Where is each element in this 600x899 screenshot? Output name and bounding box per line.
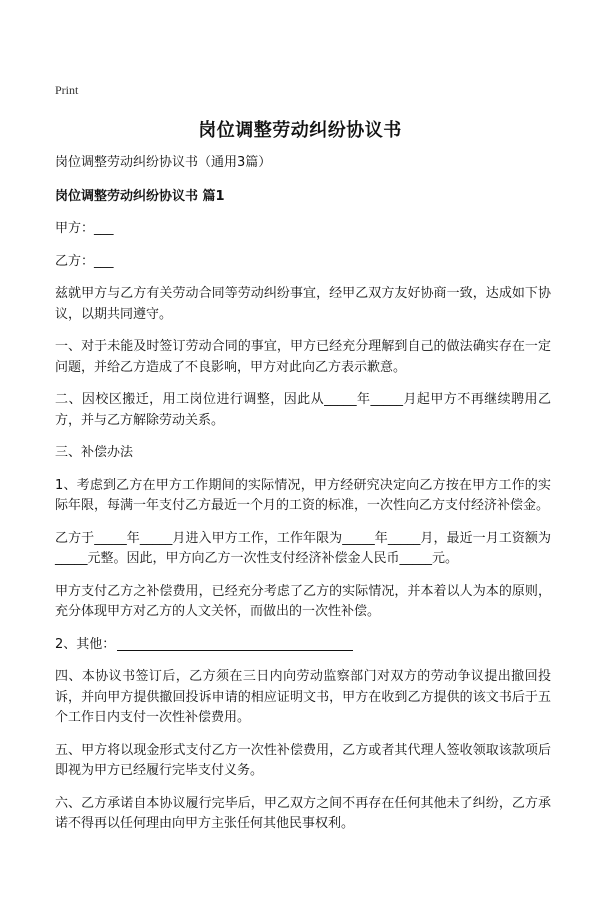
other-blank-line [117, 636, 353, 651]
document-subtitle: 岗位调整劳动纠纷协议书（通用3篇） [55, 155, 272, 170]
print-label[interactable]: Print [55, 83, 79, 97]
section-title: 岗位调整劳动纠纷协议书 篇1 [55, 189, 225, 204]
paragraph-clause-6: 六、乙方承诺自本协议履行完毕后，甲乙双方之间不再存在任何其他未了纠纷，乙方承诺不得再以任何理由向甲方主张任何其他民事权利。 [55, 795, 551, 831]
paragraph-clause-1: 一、对于未能及时签订劳动合同的事宜，甲方已经充分理解到自己的做法确实存在一定问题，并给乙方造成了不良影响，甲方对此向乙方表示歉意。 [55, 339, 551, 375]
other-label: 2、其他： [55, 636, 116, 652]
paragraph-clause-2: 二、因校区搬迁，用工岗位进行调整，因此从_____年_____月起甲方不再继续聘用乙方，并与乙方解除劳动关系。 [55, 392, 551, 428]
paragraph-clause-4: 四、本协议书签订后，乙方须在三日内向劳动监察部门对双方的劳动争议提出撤回投诉，并向甲方提供撤回投诉申请的相应证明文书，甲方在收到乙方提供的该文书后于五个工作日内支付一次性补偿费用。 [55, 669, 551, 725]
paragraph-clause-3-heading: 三、补偿办法 [55, 445, 134, 460]
document-title: 岗位调整劳动纠纷协议书 [198, 120, 402, 141]
paragraph-compensation-1: 1、考虑到乙方在甲方工作期间的实际情况，甲方经研究决定向乙方按在甲方工作的实际年限，每满一年支付乙方最近一个月的工资的标准，一次性向乙方支付经济补偿金。 [55, 477, 551, 513]
document-body [55, 152, 551, 847]
paragraph-clause-5: 五、甲方将以现金形式支付乙方一次性补偿费用，乙方或者其代理人签收领取该款项后即视为甲方已经履行完毕支付义务。 [55, 742, 551, 778]
paragraph-compensation-amount: 乙方于_____年_____月进入甲方工作，工作年限为_____年_____月，最近一月工资额为_____元整。因此，甲方向乙方一次性支付经济补偿金人民币_____元。 [55, 530, 551, 566]
party-a-field: 甲方：___ [55, 221, 114, 236]
paragraph-preamble: 兹就甲方与乙方有关劳动合同等劳动纠纷事宜，经甲乙双方友好协商一致，达成如下协议，以期共同遵守。 [55, 286, 551, 322]
other-clause [55, 635, 551, 656]
paragraph-compensation-principle: 甲方支付乙方之补偿费用，已经充分考虑了乙方的实际情况，并本着以人为本的原则，充分体现甲方对乙方的人文关怀，而做出的一次性补偿。 [55, 583, 551, 619]
party-b-field: 乙方：___ [55, 254, 114, 269]
